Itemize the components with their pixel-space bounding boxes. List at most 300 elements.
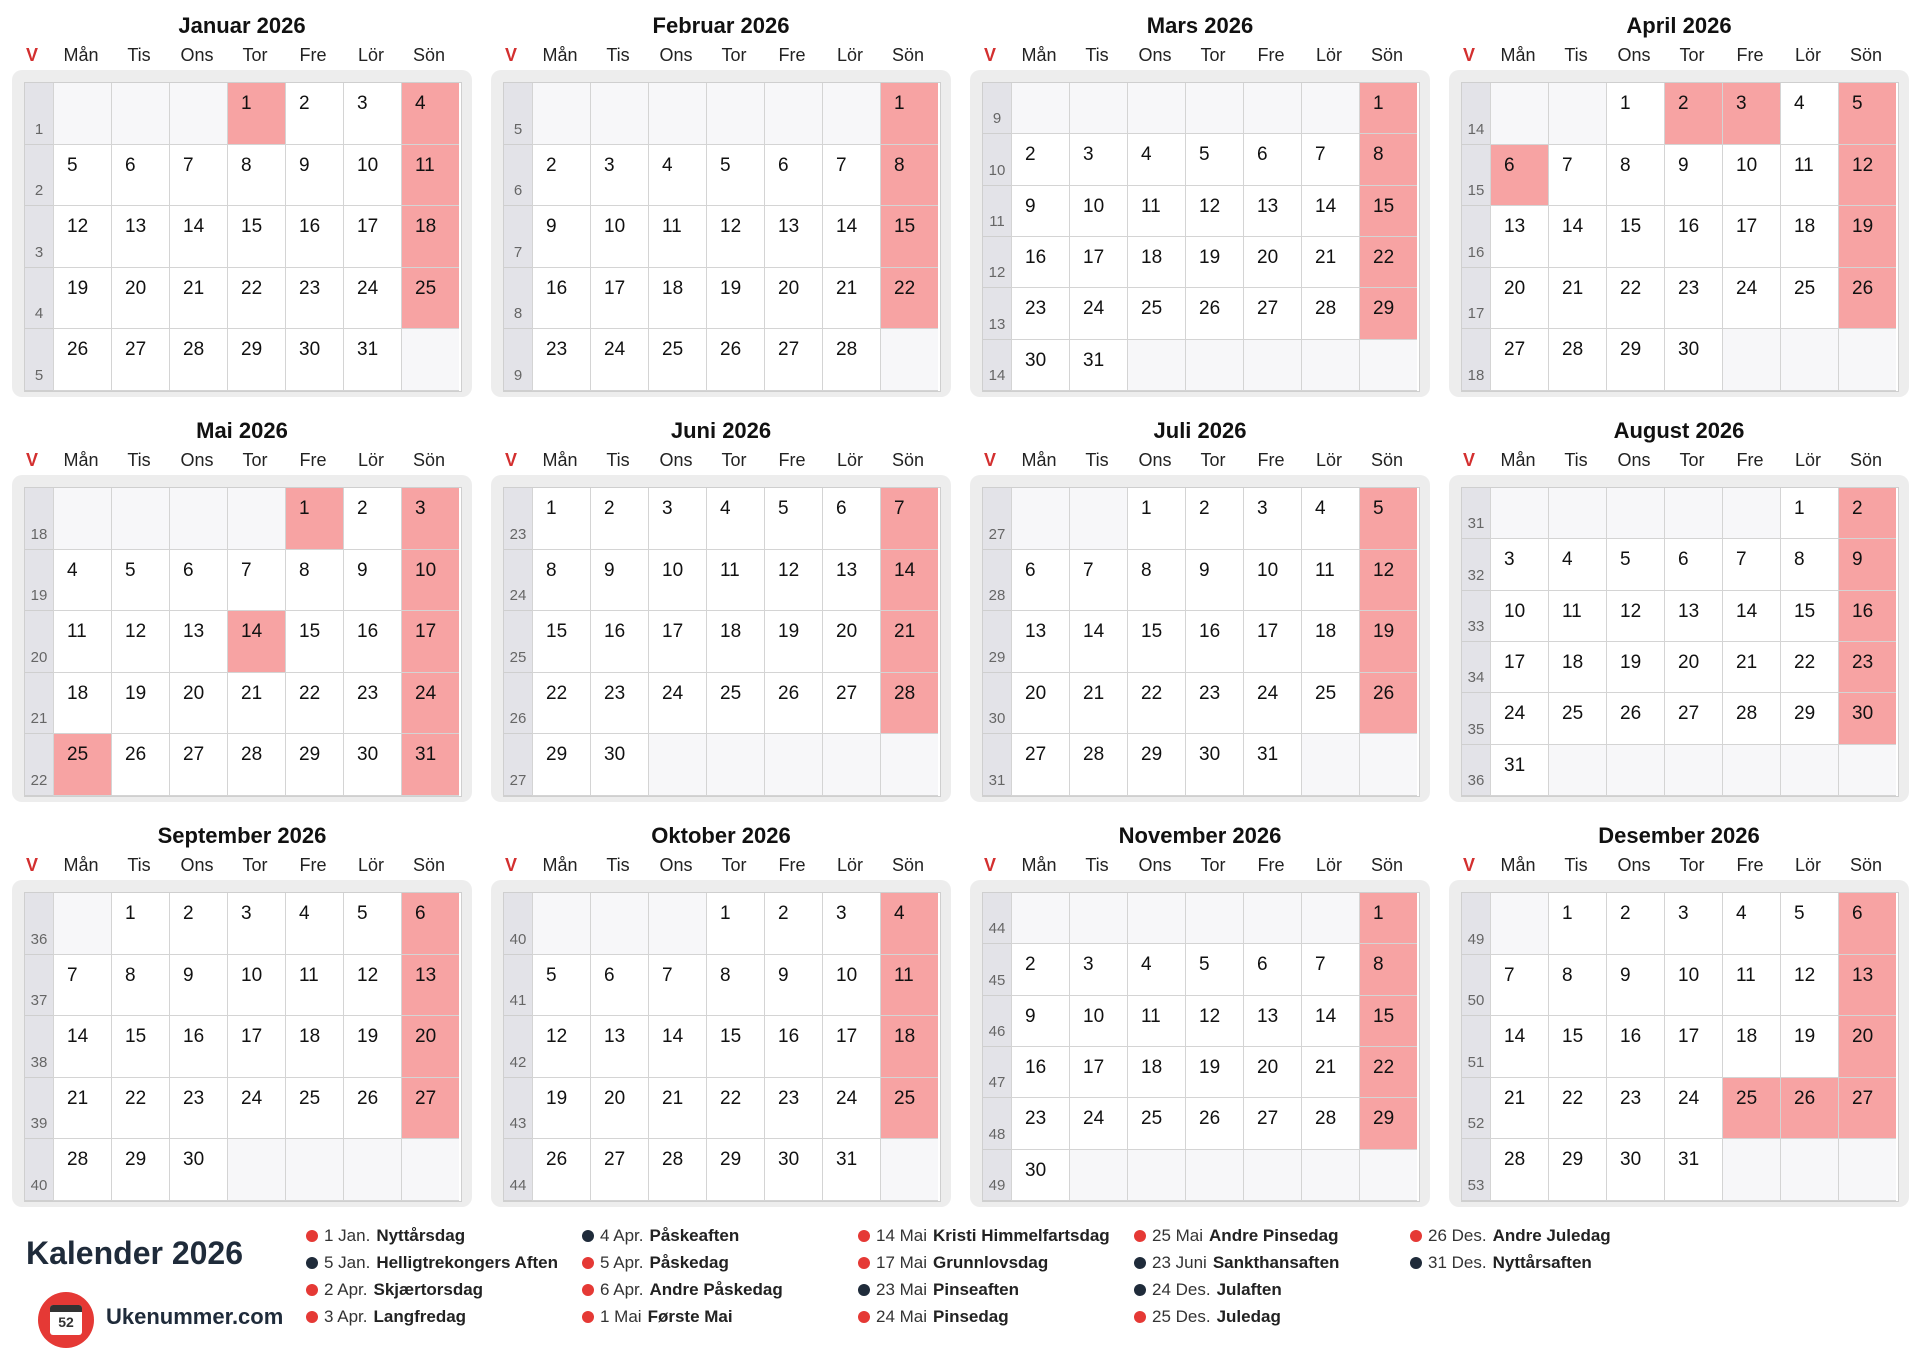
week-number: 30 <box>983 673 1011 735</box>
holiday-date: 23 Juni <box>1152 1253 1207 1272</box>
week-number: 25 <box>504 611 532 673</box>
week-number-label: V <box>1462 855 1475 875</box>
week-number: 41 <box>504 955 532 1017</box>
weekday-name: Ons <box>659 855 693 875</box>
day-cell: 23 <box>532 329 590 391</box>
weekday-name: Ons <box>659 45 693 65</box>
day-cell: 20 <box>590 1078 648 1140</box>
day-cell: 5 <box>1780 893 1838 955</box>
weekday-name: Mån <box>1021 45 1057 65</box>
week-number: 26 <box>504 673 532 735</box>
day-cell: 30 <box>764 1139 822 1201</box>
weekday-header <box>1449 447 1909 473</box>
holiday-item <box>1410 1249 1611 1276</box>
day-cell: 24 <box>822 1078 880 1140</box>
day-cell: 22 <box>1359 1047 1417 1098</box>
day-cell: 2 <box>1838 488 1896 539</box>
weekday-name: Tis <box>1564 855 1588 875</box>
day-cell: 10 <box>1664 955 1722 1017</box>
week-number: 1 <box>25 83 53 145</box>
weekday-name: Ons <box>180 450 214 470</box>
day-cell: 30 <box>169 1139 227 1201</box>
holiday-item <box>582 1276 783 1303</box>
day-cell: 6 <box>111 145 169 207</box>
day-cell: 31 <box>401 734 459 796</box>
month-title: Juni 2026 <box>670 418 772 443</box>
weekday-name: Sön <box>1849 45 1883 65</box>
day-cell: 12 <box>706 206 764 268</box>
day-cell: 12 <box>1606 591 1664 642</box>
holiday-name: Grunnlovsdag <box>933 1253 1049 1272</box>
day-cell: 9 <box>1185 550 1243 612</box>
week-number: 44 <box>983 893 1011 944</box>
day-cell: 23 <box>1838 642 1896 693</box>
weekday-header <box>12 852 472 878</box>
empty-cell <box>880 329 938 391</box>
empty-cell <box>1606 745 1664 796</box>
weekday-name: Sön <box>412 450 446 470</box>
day-cell: 24 <box>590 329 648 391</box>
day-cell: 4 <box>1301 488 1359 550</box>
week-number: 13 <box>983 288 1011 339</box>
day-cell: 7 <box>1301 134 1359 185</box>
empty-cell <box>169 83 227 145</box>
weekday-name: Lör <box>1794 855 1821 875</box>
day-cell: 23 <box>1011 1098 1069 1149</box>
day-cell: 25 <box>1548 693 1606 744</box>
weekday-name: Tis <box>1085 855 1109 875</box>
day-cell: 10 <box>590 206 648 268</box>
holiday-date: 26 Des. <box>1428 1226 1487 1245</box>
day-cell: 31 <box>1490 745 1548 796</box>
week-number: 52 <box>1462 1078 1490 1140</box>
day-cell: 10 <box>1069 186 1127 237</box>
month-5 <box>12 417 472 812</box>
empty-cell <box>590 83 648 145</box>
day-cell: 18 <box>706 611 764 673</box>
day-cell: 27 <box>1011 734 1069 796</box>
day-cell: 27 <box>1490 329 1548 391</box>
day-cell: 5 <box>1185 944 1243 995</box>
day-cell: 3 <box>1243 488 1301 550</box>
week-number-label: V <box>983 450 996 470</box>
empty-cell <box>706 734 764 796</box>
day-cell: 27 <box>590 1139 648 1201</box>
holiday-name: Andre Juledag <box>1492 1226 1611 1245</box>
day-cell: 18 <box>1127 1047 1185 1098</box>
week-number: 36 <box>1462 745 1490 796</box>
holiday-date: 2 Apr. <box>324 1280 368 1299</box>
week-number: 9 <box>504 329 532 391</box>
month-card <box>970 475 1430 802</box>
week-number: 14 <box>983 340 1011 391</box>
day-cell: 5 <box>532 955 590 1017</box>
week-number: 51 <box>1462 1016 1490 1078</box>
holiday-dot-icon <box>1134 1257 1146 1269</box>
day-cell: 18 <box>1722 1016 1780 1078</box>
holiday-date: 24 Des. <box>1152 1280 1211 1299</box>
weekday-header <box>970 852 1430 878</box>
day-cell: 11 <box>648 206 706 268</box>
day-cell: 23 <box>1664 268 1722 330</box>
empty-cell <box>532 83 590 145</box>
holiday-name: Pinseaften <box>933 1280 1020 1299</box>
holiday-date: 14 Mai <box>876 1226 928 1245</box>
day-cell: 23 <box>343 673 401 735</box>
day-cell: 17 <box>822 1016 880 1078</box>
week-number: 5 <box>504 83 532 145</box>
day-cell: 6 <box>1664 539 1722 590</box>
holiday-item <box>582 1303 783 1330</box>
weekday-name: Lör <box>1794 45 1821 65</box>
day-cell: 24 <box>1722 268 1780 330</box>
week-number: 8 <box>504 268 532 330</box>
day-cell: 20 <box>1243 1047 1301 1098</box>
day-cell: 15 <box>706 1016 764 1078</box>
month-title: Februar 2026 <box>652 13 790 38</box>
week-number: 31 <box>1462 488 1490 539</box>
day-cell: 26 <box>1185 288 1243 339</box>
holiday-name: Kristi Himmelfartsdag <box>933 1226 1110 1245</box>
day-cell: 19 <box>1185 237 1243 288</box>
week-number: 14 <box>1462 83 1490 145</box>
day-cell: 9 <box>1011 186 1069 237</box>
day-cell: 14 <box>169 206 227 268</box>
day-cell: 26 <box>706 329 764 391</box>
weekday-name: Ons <box>1138 45 1172 65</box>
day-cell: 10 <box>1069 996 1127 1047</box>
day-cell: 1 <box>1359 83 1417 134</box>
day-cell: 12 <box>343 955 401 1017</box>
week-number: 39 <box>25 1078 53 1140</box>
empty-cell <box>1185 83 1243 134</box>
weekday-name: Fre <box>299 450 327 470</box>
weekday-name: Tor <box>242 855 268 875</box>
empty-cell <box>1490 893 1548 955</box>
day-cell: 26 <box>1359 673 1417 735</box>
day-cell: 6 <box>1243 134 1301 185</box>
week-number: 45 <box>983 944 1011 995</box>
week-number: 16 <box>1462 206 1490 268</box>
day-cell: 29 <box>706 1139 764 1201</box>
day-cell: 27 <box>1243 1098 1301 1149</box>
day-cell: 16 <box>1664 206 1722 268</box>
day-cell: 22 <box>1127 673 1185 735</box>
weekday-name: Fre <box>778 855 806 875</box>
week-number: 10 <box>983 134 1011 185</box>
day-cell: 18 <box>285 1016 343 1078</box>
month-card <box>1449 475 1909 802</box>
day-cell: 9 <box>1011 996 1069 1047</box>
day-cell: 31 <box>1664 1139 1722 1201</box>
week-number: 29 <box>983 611 1011 673</box>
week-number: 7 <box>504 206 532 268</box>
holiday-item <box>858 1249 1110 1276</box>
week-number: 40 <box>504 893 532 955</box>
weekday-name: Sön <box>1370 855 1404 875</box>
day-cell: 8 <box>1606 145 1664 207</box>
month-grid <box>503 487 941 797</box>
holiday-dot-icon <box>306 1311 318 1323</box>
day-cell: 8 <box>532 550 590 612</box>
day-cell: 19 <box>343 1016 401 1078</box>
day-cell: 7 <box>1069 550 1127 612</box>
holiday-name: Nyttårsaften <box>1492 1253 1592 1272</box>
day-cell: 2 <box>343 488 401 550</box>
week-number: 50 <box>1462 955 1490 1017</box>
empty-cell <box>1780 329 1838 391</box>
week-number-label: V <box>1462 45 1475 65</box>
day-cell: 26 <box>343 1078 401 1140</box>
weekday-name: Sön <box>891 450 925 470</box>
day-cell: 1 <box>880 83 938 145</box>
day-cell: 6 <box>1243 944 1301 995</box>
week-number: 48 <box>983 1098 1011 1149</box>
holiday-date: 25 Des. <box>1152 1307 1211 1326</box>
weekday-name: Sön <box>1370 45 1404 65</box>
holiday-date: 1 Mai <box>600 1307 642 1326</box>
week-number-label: V <box>25 450 38 470</box>
day-cell: 24 <box>1069 288 1127 339</box>
month-card <box>970 880 1430 1207</box>
holiday-name: Andre Pinsedag <box>1209 1226 1339 1245</box>
day-cell: 18 <box>401 206 459 268</box>
day-cell: 9 <box>1838 539 1896 590</box>
empty-cell <box>1838 329 1896 391</box>
empty-cell <box>53 893 111 955</box>
day-cell: 16 <box>1185 611 1243 673</box>
day-cell: 13 <box>1664 591 1722 642</box>
day-cell: 21 <box>1069 673 1127 735</box>
weekday-name: Sön <box>891 855 925 875</box>
day-cell: 30 <box>590 734 648 796</box>
empty-cell <box>1359 734 1417 796</box>
week-number: 33 <box>1462 591 1490 642</box>
day-cell: 15 <box>227 206 285 268</box>
day-cell: 14 <box>880 550 938 612</box>
day-cell: 5 <box>706 145 764 207</box>
holiday-dot-icon <box>306 1257 318 1269</box>
week-number: 34 <box>1462 642 1490 693</box>
empty-cell <box>1838 745 1896 796</box>
day-cell: 19 <box>1780 1016 1838 1078</box>
day-cell: 1 <box>1606 83 1664 145</box>
logo-number: 52 <box>58 1314 74 1330</box>
day-cell: 15 <box>1359 186 1417 237</box>
day-cell: 24 <box>1664 1078 1722 1140</box>
day-cell: 25 <box>401 268 459 330</box>
day-cell: 5 <box>1606 539 1664 590</box>
holiday-date: 24 Mai <box>876 1307 928 1326</box>
month-title: Juli 2026 <box>1153 418 1247 443</box>
day-cell: 17 <box>1069 1047 1127 1098</box>
weekday-name: Sön <box>1849 450 1883 470</box>
month-grid <box>503 892 941 1202</box>
holiday-column <box>1410 1222 1611 1276</box>
day-cell: 28 <box>1301 1098 1359 1149</box>
day-cell: 23 <box>1606 1078 1664 1140</box>
week-number-label: V <box>504 450 517 470</box>
empty-cell <box>1722 745 1780 796</box>
day-cell: 16 <box>1011 1047 1069 1098</box>
day-cell: 10 <box>822 955 880 1017</box>
empty-cell <box>1359 340 1417 391</box>
month-card <box>12 880 472 1207</box>
day-cell: 25 <box>53 734 111 796</box>
day-cell: 5 <box>111 550 169 612</box>
day-cell: 14 <box>1722 591 1780 642</box>
empty-cell <box>1185 893 1243 944</box>
day-cell: 13 <box>1490 206 1548 268</box>
day-cell: 28 <box>169 329 227 391</box>
day-cell: 12 <box>1359 550 1417 612</box>
weekday-header <box>491 42 951 68</box>
day-cell: 9 <box>764 955 822 1017</box>
day-cell: 4 <box>880 893 938 955</box>
day-cell: 9 <box>532 206 590 268</box>
day-cell: 25 <box>648 329 706 391</box>
day-cell: 13 <box>1243 186 1301 237</box>
month-1 <box>12 12 472 407</box>
day-cell: 17 <box>1069 237 1127 288</box>
day-cell: 26 <box>53 329 111 391</box>
day-cell: 16 <box>590 611 648 673</box>
day-cell: 19 <box>1606 642 1664 693</box>
calendar-logo-icon <box>38 1292 94 1348</box>
day-cell: 19 <box>1185 1047 1243 1098</box>
holiday-date: 5 Apr. <box>600 1253 644 1272</box>
day-cell: 20 <box>1243 237 1301 288</box>
calendar-title: Kalender 2026 <box>26 1235 244 1271</box>
empty-cell <box>1780 1139 1838 1201</box>
day-cell: 29 <box>111 1139 169 1201</box>
day-cell: 27 <box>1664 693 1722 744</box>
week-number: 5 <box>25 329 53 391</box>
week-number: 53 <box>1462 1139 1490 1201</box>
month-card <box>491 475 951 802</box>
day-cell: 20 <box>1838 1016 1896 1078</box>
empty-cell <box>1011 893 1069 944</box>
holiday-dot-icon <box>858 1311 870 1323</box>
month-card <box>491 880 951 1207</box>
month-title: August 2026 <box>1613 418 1745 443</box>
weekday-name: Ons <box>1617 855 1651 875</box>
empty-cell <box>1127 340 1185 391</box>
day-cell: 22 <box>285 673 343 735</box>
holiday-item <box>858 1303 1110 1330</box>
weekday-name: Tor <box>1200 855 1226 875</box>
day-cell: 23 <box>285 268 343 330</box>
empty-cell <box>1069 893 1127 944</box>
day-cell: 5 <box>343 893 401 955</box>
weekday-name: Ons <box>1138 855 1172 875</box>
weekday-name: Mån <box>542 450 578 470</box>
day-cell: 6 <box>1011 550 1069 612</box>
day-cell: 11 <box>880 955 938 1017</box>
weekday-header <box>1449 852 1909 878</box>
day-cell: 8 <box>285 550 343 612</box>
day-cell: 8 <box>1780 539 1838 590</box>
holiday-name: Andre Påskedag <box>649 1280 783 1299</box>
weekday-name: Tis <box>1564 45 1588 65</box>
day-cell: 19 <box>764 611 822 673</box>
empty-cell <box>1011 488 1069 550</box>
weekday-name: Tis <box>606 450 630 470</box>
weekday-header <box>12 447 472 473</box>
holiday-item <box>306 1222 558 1249</box>
day-cell: 4 <box>1127 944 1185 995</box>
day-cell: 9 <box>169 955 227 1017</box>
week-number: 9 <box>983 83 1011 134</box>
empty-cell <box>1664 745 1722 796</box>
day-cell: 13 <box>1838 955 1896 1017</box>
week-number: 38 <box>25 1016 53 1078</box>
day-cell: 16 <box>285 206 343 268</box>
day-cell: 27 <box>1243 288 1301 339</box>
weekday-name: Ons <box>659 450 693 470</box>
day-cell: 24 <box>1490 693 1548 744</box>
day-cell: 15 <box>285 611 343 673</box>
day-cell: 19 <box>1838 206 1896 268</box>
day-cell: 13 <box>590 1016 648 1078</box>
month-2 <box>491 12 951 407</box>
week-number: 27 <box>504 734 532 796</box>
day-cell: 31 <box>343 329 401 391</box>
day-cell: 16 <box>169 1016 227 1078</box>
day-cell: 8 <box>1548 955 1606 1017</box>
week-number: 27 <box>983 488 1011 550</box>
weekday-name: Tor <box>721 855 747 875</box>
holiday-dot-icon <box>306 1230 318 1242</box>
weekday-name: Mån <box>1500 855 1536 875</box>
day-cell: 29 <box>1548 1139 1606 1201</box>
day-cell: 26 <box>532 1139 590 1201</box>
day-cell: 7 <box>227 550 285 612</box>
month-title: Mai 2026 <box>196 418 288 443</box>
weekday-name: Fre <box>1736 45 1764 65</box>
day-cell: 20 <box>1664 642 1722 693</box>
empty-cell <box>1127 1150 1185 1201</box>
weekday-name: Tor <box>721 450 747 470</box>
empty-cell <box>590 893 648 955</box>
weekday-name: Tis <box>127 855 151 875</box>
day-cell: 2 <box>532 145 590 207</box>
empty-cell <box>1069 83 1127 134</box>
day-cell: 4 <box>53 550 111 612</box>
weekday-name: Lör <box>1315 45 1342 65</box>
day-cell: 20 <box>111 268 169 330</box>
day-cell: 9 <box>1664 145 1722 207</box>
weekday-header <box>970 447 1430 473</box>
day-cell: 14 <box>1069 611 1127 673</box>
day-cell: 4 <box>401 83 459 145</box>
weekday-name: Tis <box>1085 45 1109 65</box>
week-number: 11 <box>983 186 1011 237</box>
day-cell: 3 <box>343 83 401 145</box>
day-cell: 12 <box>53 206 111 268</box>
holiday-item <box>858 1276 1110 1303</box>
day-cell: 26 <box>111 734 169 796</box>
day-cell: 10 <box>1243 550 1301 612</box>
day-cell: 20 <box>764 268 822 330</box>
day-cell: 6 <box>401 893 459 955</box>
day-cell: 26 <box>1185 1098 1243 1149</box>
weekday-name: Tor <box>242 45 268 65</box>
weekday-name: Sön <box>891 45 925 65</box>
day-cell: 15 <box>1359 996 1417 1047</box>
day-cell: 30 <box>1011 340 1069 391</box>
week-number: 20 <box>25 611 53 673</box>
